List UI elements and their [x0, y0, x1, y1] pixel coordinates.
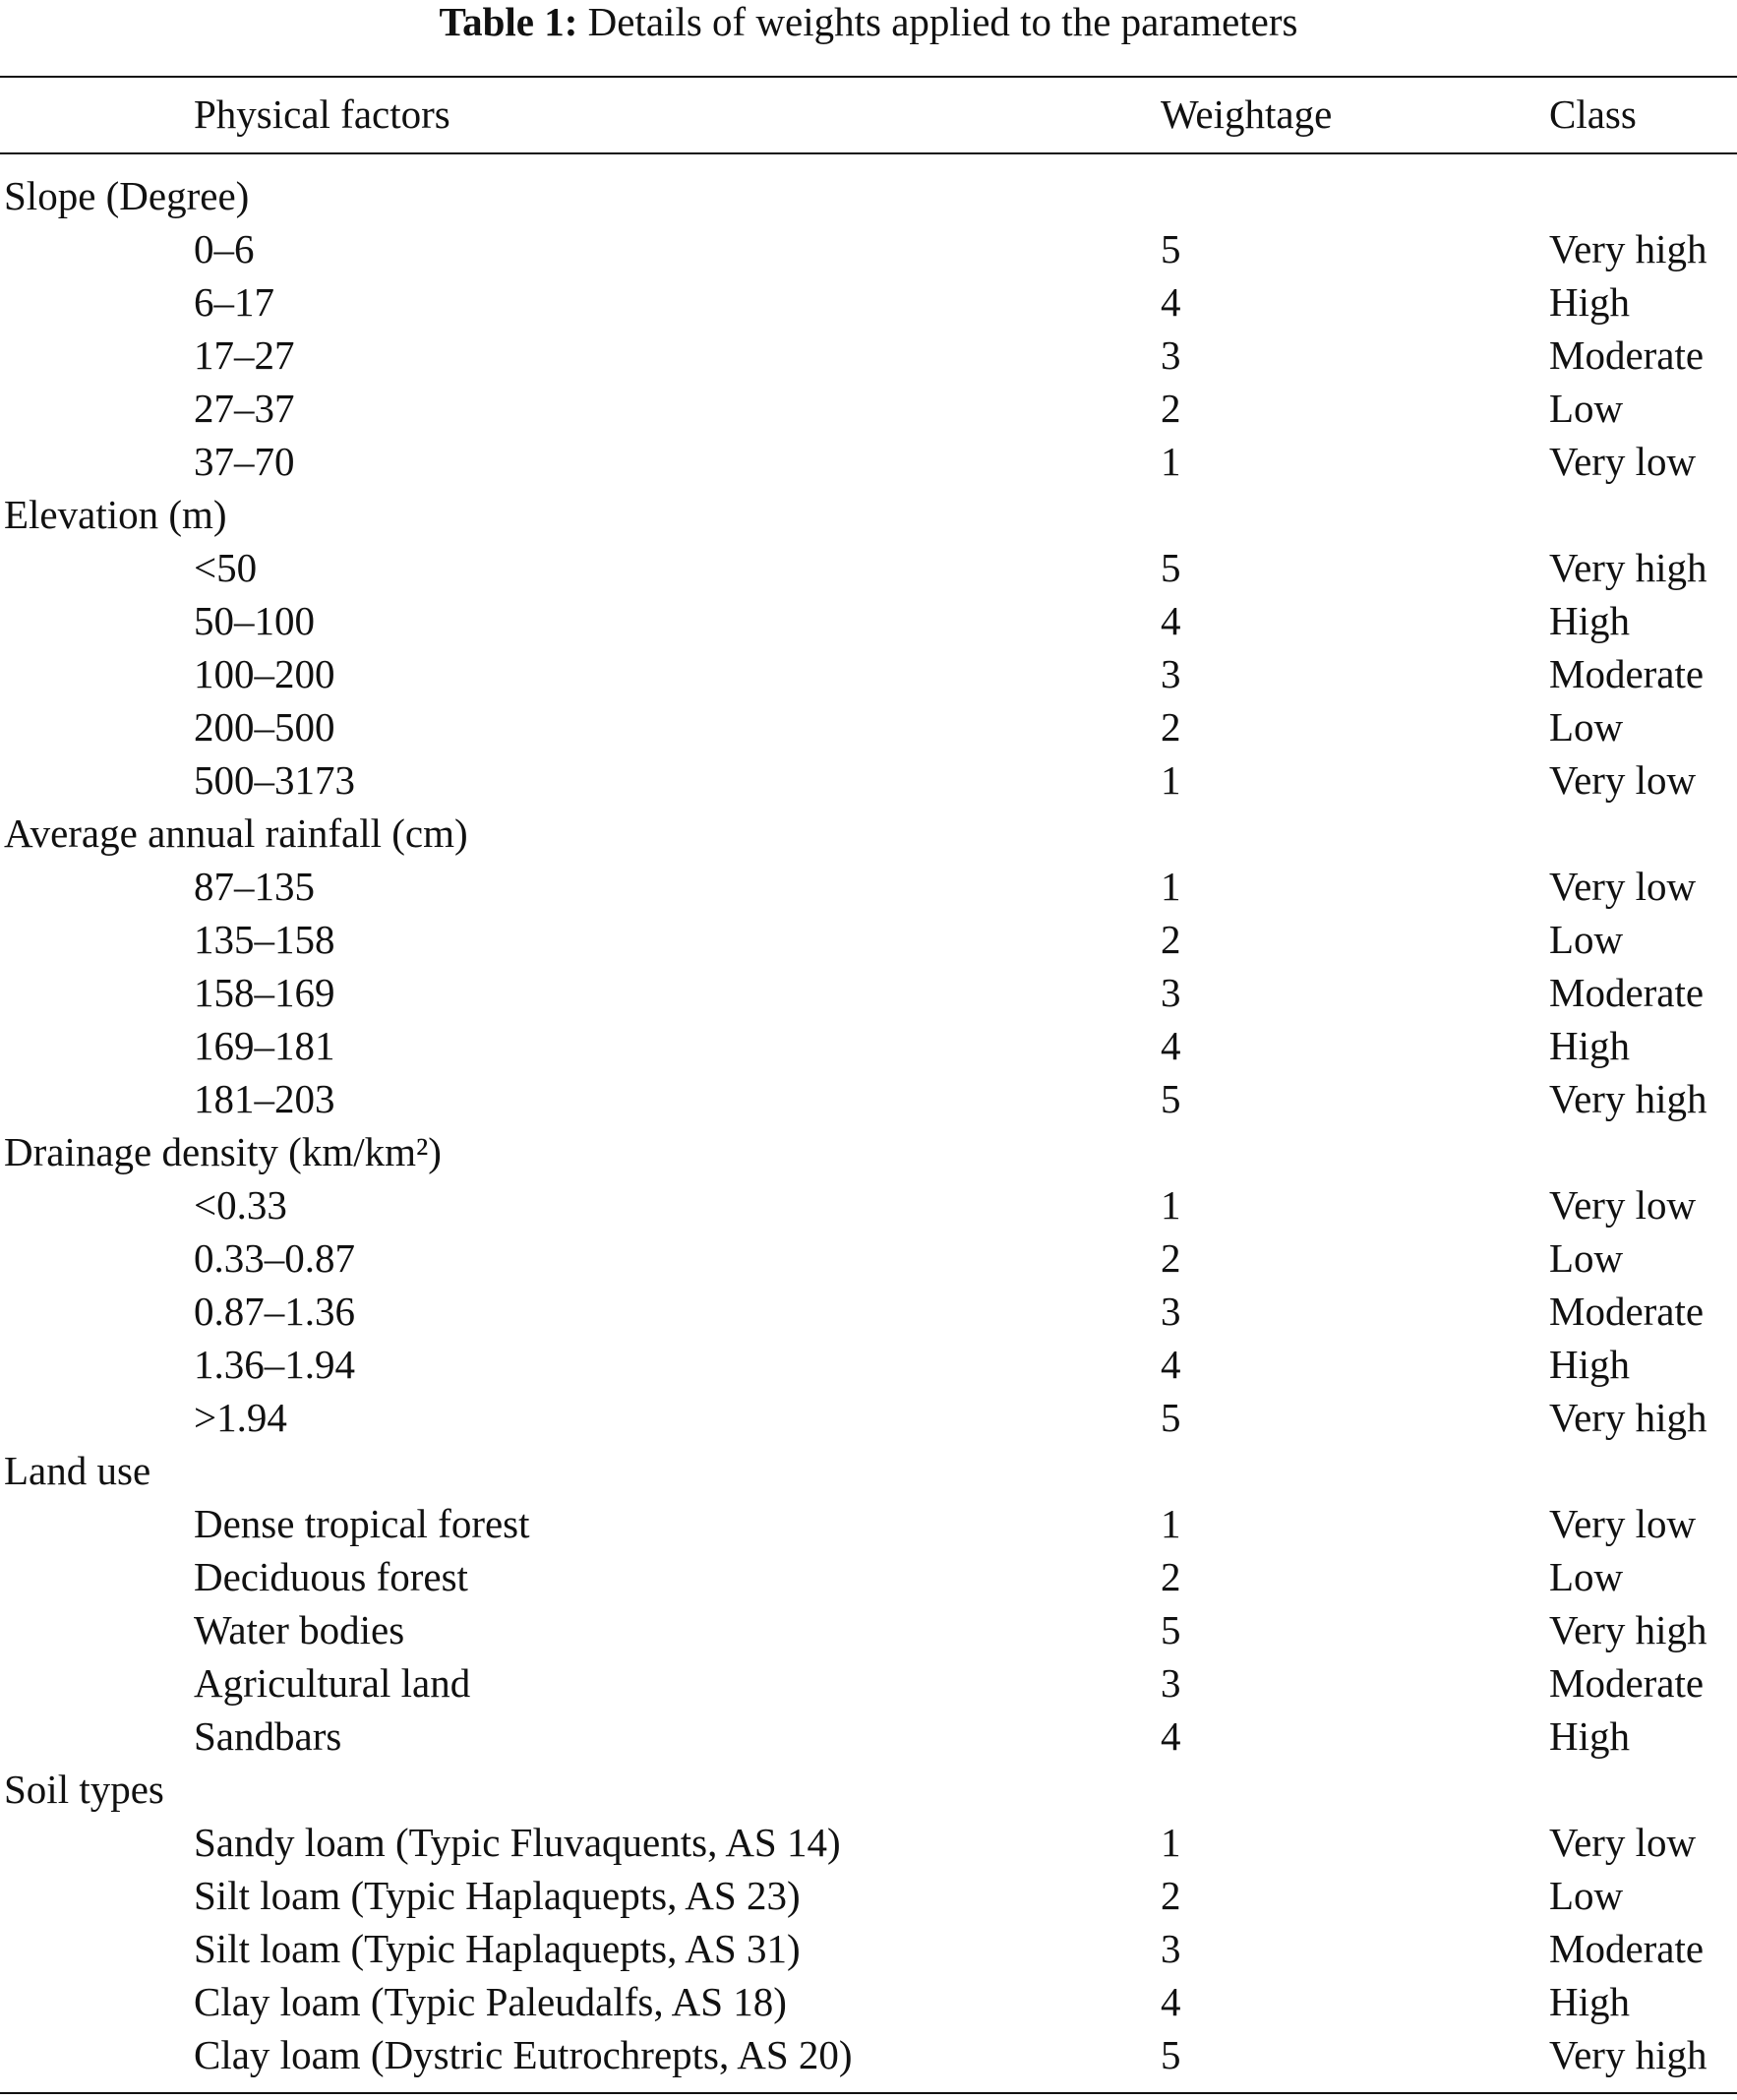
cell-factor: 200–500: [194, 704, 335, 750]
cell-class: Low: [1549, 386, 1624, 431]
cell-weightage: 4: [1161, 1023, 1181, 1068]
cell-class: Moderate: [1549, 332, 1705, 378]
cell-weightage: 1: [1161, 1820, 1181, 1865]
table-row: [0, 435, 1737, 488]
cell-weightage: 4: [1161, 1342, 1181, 1387]
cell-weightage: 5: [1161, 2032, 1181, 2077]
cell-weightage: 5: [1161, 226, 1181, 271]
cell-class: Moderate: [1549, 651, 1705, 696]
table-row: [0, 913, 1737, 966]
cell-weightage: 1: [1161, 1501, 1181, 1546]
cell-factor: >1.94: [194, 1395, 287, 1440]
cell-class: Moderate: [1549, 970, 1705, 1015]
cell-class: Moderate: [1549, 1660, 1705, 1706]
cell-weightage: 2: [1161, 386, 1181, 431]
table-row: [0, 1603, 1737, 1656]
cell-weightage: 1: [1161, 1182, 1181, 1228]
cell-class: Very low: [1549, 439, 1697, 484]
table-row: [0, 1656, 1737, 1710]
table-row: [0, 594, 1737, 647]
table-caption-text: Details of weights applied to the parameters: [587, 0, 1298, 44]
table-row: [0, 222, 1737, 275]
cell-factor: Agricultural land: [194, 1660, 471, 1706]
table-row: [0, 1975, 1737, 2028]
cell-factor: Sandbars: [194, 1713, 342, 1759]
cell-class: Very high: [1549, 1076, 1707, 1121]
table-row: [0, 1497, 1737, 1550]
group-row: [0, 169, 1737, 222]
cell-class: Low: [1549, 1873, 1624, 1918]
table-row: [0, 1391, 1737, 1444]
table-row: [0, 1231, 1737, 1285]
cell-factor: 100–200: [194, 651, 335, 696]
table-row: [0, 966, 1737, 1019]
table-row: [0, 382, 1737, 435]
cell-class: High: [1549, 1979, 1630, 2024]
group-row: [0, 1444, 1737, 1497]
cell-weightage: 3: [1161, 651, 1181, 696]
cell-weightage: 5: [1161, 1395, 1181, 1440]
table-row: [0, 1178, 1737, 1231]
table-row: [0, 1285, 1737, 1338]
cell-weightage: 5: [1161, 545, 1181, 590]
table-header-rule: [0, 152, 1737, 154]
cell-class: High: [1549, 1342, 1630, 1387]
cell-factor: 50–100: [194, 598, 315, 643]
cell-factor: 37–70: [194, 439, 295, 484]
table-row: [0, 541, 1737, 594]
cell-class: Very low: [1549, 864, 1697, 909]
table-row: [0, 1072, 1737, 1125]
cell-weightage: 4: [1161, 1979, 1181, 2024]
cell-weightage: 3: [1161, 1289, 1181, 1334]
cell-factor: 500–3173: [194, 757, 355, 803]
table-row: [0, 1816, 1737, 1869]
group-title: Soil types: [4, 1767, 164, 1812]
cell-factor: <50: [194, 545, 258, 590]
cell-factor: 0.33–0.87: [194, 1235, 355, 1281]
table-row: [0, 1338, 1737, 1391]
table-row: [0, 1019, 1737, 1072]
cell-class: Moderate: [1549, 1926, 1705, 1971]
cell-class: High: [1549, 279, 1630, 325]
cell-factor: Dense tropical forest: [194, 1501, 530, 1546]
table-header: [0, 77, 1737, 151]
table-caption-label: Table 1:: [439, 0, 578, 44]
cell-factor: 6–17: [194, 279, 274, 325]
cell-factor: 0.87–1.36: [194, 1289, 355, 1334]
cell-weightage: 5: [1161, 1607, 1181, 1652]
header-class: Class: [1549, 91, 1637, 137]
cell-factor: 0–6: [194, 226, 255, 271]
cell-class: Moderate: [1549, 1289, 1705, 1334]
table-row: [0, 647, 1737, 700]
header-physical-factors: Physical factors: [194, 91, 450, 137]
cell-factor: 169–181: [194, 1023, 335, 1068]
cell-class: Very low: [1549, 1820, 1697, 1865]
group-title: Land use: [4, 1448, 151, 1493]
cell-weightage: 3: [1161, 1926, 1181, 1971]
cell-weightage: 5: [1161, 1076, 1181, 1121]
group-title: Average annual rainfall (cm): [4, 810, 468, 856]
group-row: [0, 1763, 1737, 1816]
group-title: Slope (Degree): [4, 173, 250, 218]
cell-class: High: [1549, 598, 1630, 643]
cell-weightage: 1: [1161, 439, 1181, 484]
cell-factor: 158–169: [194, 970, 335, 1015]
group-row: [0, 1125, 1737, 1178]
cell-weightage: 4: [1161, 279, 1181, 325]
cell-factor: Clay loam (Dystric Eutrochrepts, AS 20): [194, 2032, 853, 2077]
cell-factor: Clay loam (Typic Paleudalfs, AS 18): [194, 1979, 787, 2024]
group-title: Drainage density (km/km²): [4, 1129, 442, 1174]
cell-class: Low: [1549, 1235, 1624, 1281]
table-row: [0, 1869, 1737, 1922]
cell-class: Low: [1549, 1554, 1624, 1599]
cell-weightage: 2: [1161, 1235, 1181, 1281]
cell-class: Low: [1549, 917, 1624, 962]
cell-class: High: [1549, 1023, 1630, 1068]
table-row: [0, 1710, 1737, 1763]
cell-weightage: 1: [1161, 757, 1181, 803]
cell-class: Very high: [1549, 1607, 1707, 1652]
table-row: [0, 1550, 1737, 1603]
cell-class: Very high: [1549, 226, 1707, 271]
table-row: [0, 2028, 1737, 2081]
table-body: [0, 169, 1737, 2081]
table-row: [0, 860, 1737, 913]
cell-weightage: 2: [1161, 1873, 1181, 1918]
table-row: [0, 753, 1737, 807]
cell-weightage: 3: [1161, 332, 1181, 378]
cell-weightage: 3: [1161, 970, 1181, 1015]
cell-weightage: 3: [1161, 1660, 1181, 1706]
cell-weightage: 2: [1161, 704, 1181, 750]
cell-factor: Water bodies: [194, 1607, 405, 1652]
cell-factor: <0.33: [194, 1182, 287, 1228]
table-caption: [0, 0, 1737, 43]
cell-class: Very low: [1549, 1501, 1697, 1546]
cell-factor: Deciduous forest: [194, 1554, 468, 1599]
cell-factor: Silt loam (Typic Haplaquepts, AS 31): [194, 1926, 801, 1971]
group-row: [0, 488, 1737, 541]
cell-class: High: [1549, 1713, 1630, 1759]
group-row: [0, 807, 1737, 860]
group-title: Elevation (m): [4, 492, 227, 537]
cell-weightage: 2: [1161, 917, 1181, 962]
cell-factor: 135–158: [194, 917, 335, 962]
cell-weightage: 2: [1161, 1554, 1181, 1599]
cell-class: Very high: [1549, 1395, 1707, 1440]
cell-class: Very low: [1549, 757, 1697, 803]
cell-class: Very high: [1549, 545, 1707, 590]
cell-class: Low: [1549, 704, 1624, 750]
cell-factor: 87–135: [194, 864, 315, 909]
cell-factor: 181–203: [194, 1076, 335, 1121]
cell-weightage: 4: [1161, 598, 1181, 643]
cell-factor: 1.36–1.94: [194, 1342, 355, 1387]
cell-class: Very low: [1549, 1182, 1697, 1228]
table-row: [0, 329, 1737, 382]
table-row: [0, 1922, 1737, 1975]
table-bottom-rule: [0, 2092, 1737, 2094]
cell-factor: Silt loam (Typic Haplaquepts, AS 23): [194, 1873, 801, 1918]
table-row: [0, 700, 1737, 753]
cell-class: Very high: [1549, 2032, 1707, 2077]
cell-factor: Sandy loam (Typic Fluvaquents, AS 14): [194, 1820, 841, 1865]
cell-weightage: 1: [1161, 864, 1181, 909]
cell-weightage: 4: [1161, 1713, 1181, 1759]
cell-factor: 27–37: [194, 386, 295, 431]
table-row: [0, 275, 1737, 329]
cell-factor: 17–27: [194, 332, 295, 378]
header-weightage: Weightage: [1161, 91, 1333, 137]
